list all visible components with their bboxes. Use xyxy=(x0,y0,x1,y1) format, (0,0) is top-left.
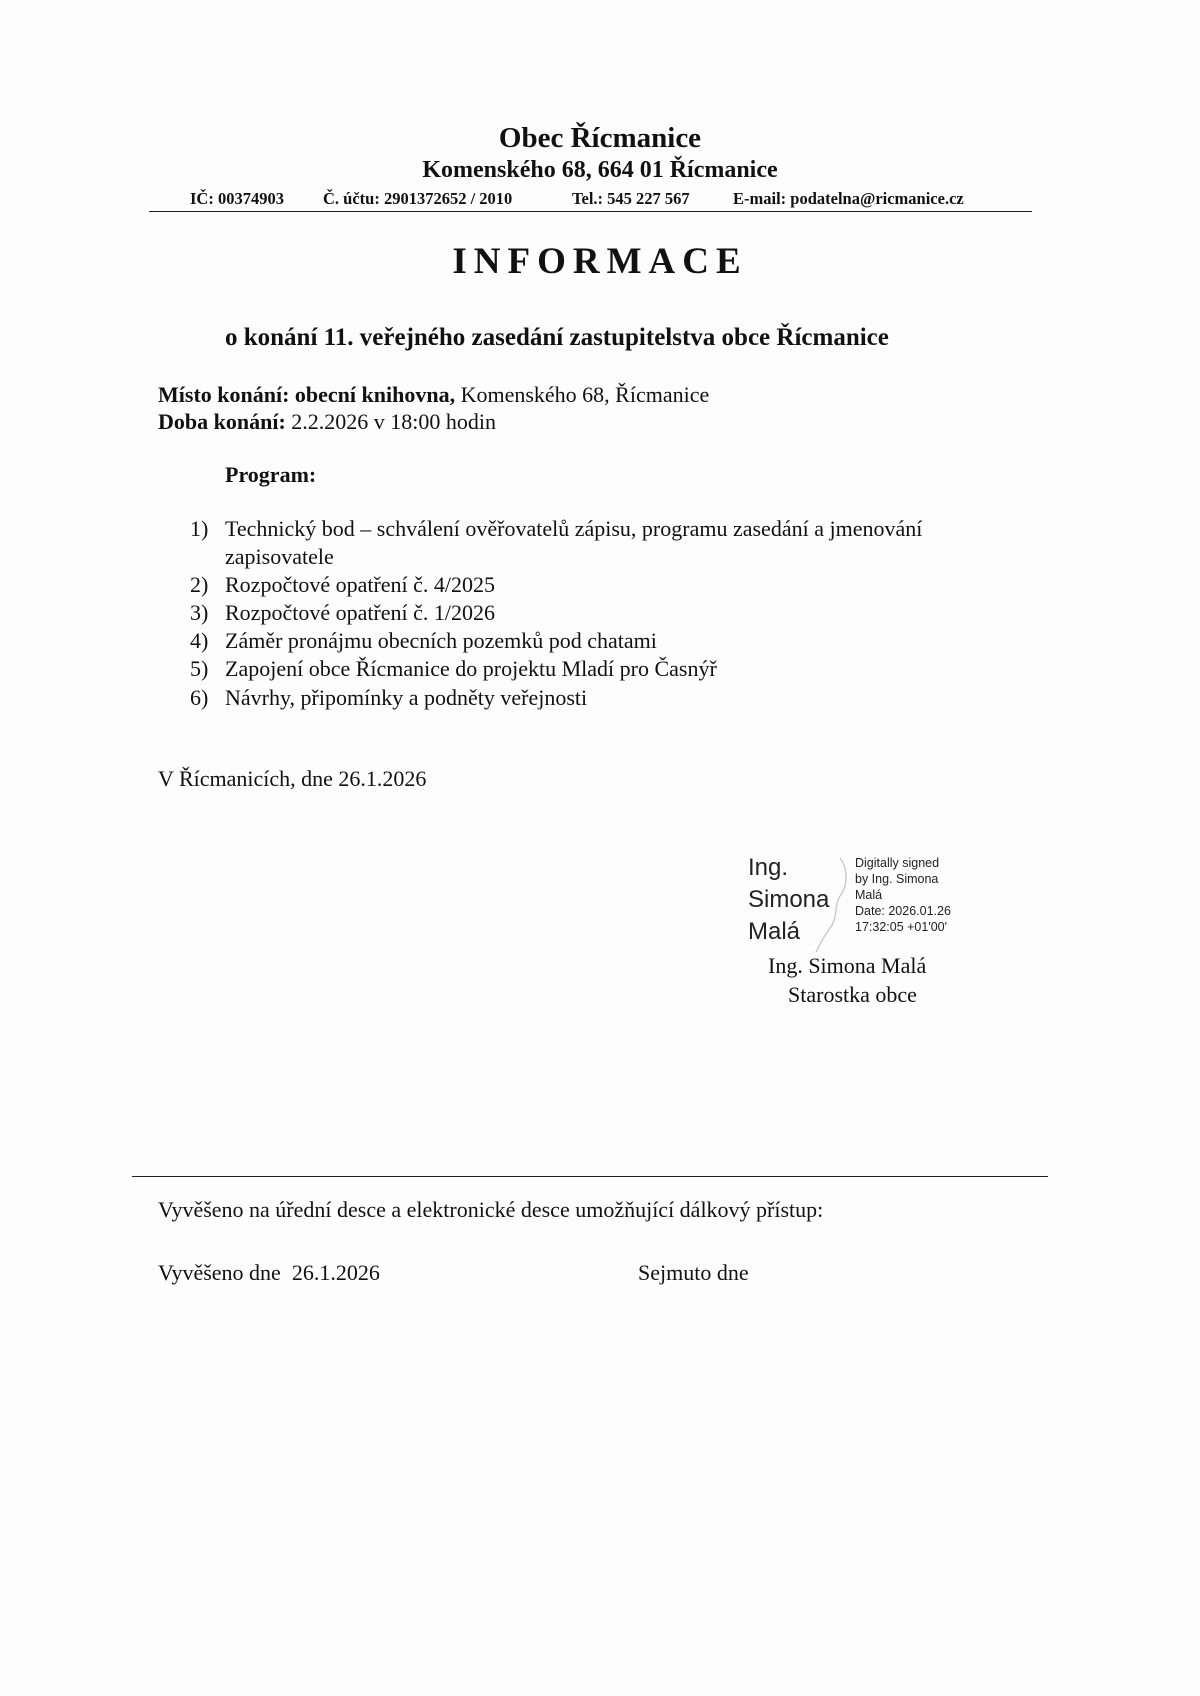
signature-name-line: Ing. xyxy=(748,854,789,881)
org-account: Č. účtu: 2901372652 / 2010 xyxy=(323,189,513,208)
program-item-number: 5) xyxy=(190,656,209,681)
posted-date-value: 26.1.2026 xyxy=(291,1260,380,1285)
signature-detail-line: Malá xyxy=(855,888,883,902)
meeting-time xyxy=(158,409,496,435)
program-item-text-continued: zapisovatele xyxy=(225,544,334,569)
program-item-text: Rozpočtové opatření č. 4/2025 xyxy=(225,572,496,597)
time-value: 2.2.2026 v 18:00 hodin xyxy=(291,409,497,434)
program-item-text: Zapojení obce Řícmanice do projektu Mladí pro Časnýř xyxy=(225,656,717,681)
signatory-role: Starostka obce xyxy=(788,982,917,1007)
signature-detail-line: 17:32:05 +01'00' xyxy=(855,920,948,934)
program-item-text: Záměr pronájmu obecních pozemků pod chatami xyxy=(225,628,657,653)
removed-date-label: Sejmuto dne xyxy=(638,1260,749,1285)
program-item-text: Rozpočtové opatření č. 1/2026 xyxy=(225,600,496,625)
program-item-number: 3) xyxy=(190,600,209,625)
meeting-place xyxy=(158,382,709,408)
signature-detail-line: by Ing. Simona xyxy=(855,872,939,886)
program-item-text: Návrhy, připomínky a podněty veřejnosti xyxy=(225,685,588,710)
signature-name-line: Malá xyxy=(748,918,801,945)
posted-date xyxy=(158,1260,380,1286)
posting-note: Vyvěšeno na úřední desce a elektronické desce umožňující dálkový přístup: xyxy=(158,1197,824,1222)
org-ico: IČ: 00374903 xyxy=(190,189,284,208)
org-email: E-mail: podatelna@ricmanice.cz xyxy=(733,189,964,208)
document-heading: INFORMACE xyxy=(452,241,748,282)
program-item-number: 6) xyxy=(190,685,209,710)
document-subheading: o konání 11. veřejného zasedání zastupitelstva obce Řícmanice xyxy=(225,324,889,351)
signatory-name: Ing. Simona Malá xyxy=(768,953,927,978)
program-item-number: 4) xyxy=(190,628,209,653)
program-item-number: 1) xyxy=(190,516,209,541)
footer-divider xyxy=(132,1176,1048,1177)
signature-name-line: Simona xyxy=(748,886,830,913)
signature-mark-icon xyxy=(790,856,860,956)
org-phone: Tel.: 545 227 567 xyxy=(572,189,690,208)
place-label: Místo konání: obecní knihovna, xyxy=(158,382,456,407)
posted-label: Vyvěšeno dne xyxy=(158,1260,281,1285)
place-value: Komenského 68, Řícmanice xyxy=(460,382,710,407)
signature-detail-line: Digitally signed xyxy=(855,856,940,870)
issued-place-date: V Řícmanicích, dne 26.1.2026 xyxy=(158,766,427,791)
time-label: Doba konání: xyxy=(158,409,286,434)
header-divider xyxy=(149,211,1032,212)
program-label: Program: xyxy=(225,462,317,487)
org-address: Komenského 68, 664 01 Řícmanice xyxy=(422,157,778,183)
signature-detail-line: Date: 2026.01.26 xyxy=(855,904,951,918)
org-name: Obec Řícmanice xyxy=(498,122,702,154)
program-item-number: 2) xyxy=(190,572,209,597)
program-item-text: Technický bod – schválení ověřovatelů zápisu, programu zasedání a jmenování xyxy=(225,516,923,541)
